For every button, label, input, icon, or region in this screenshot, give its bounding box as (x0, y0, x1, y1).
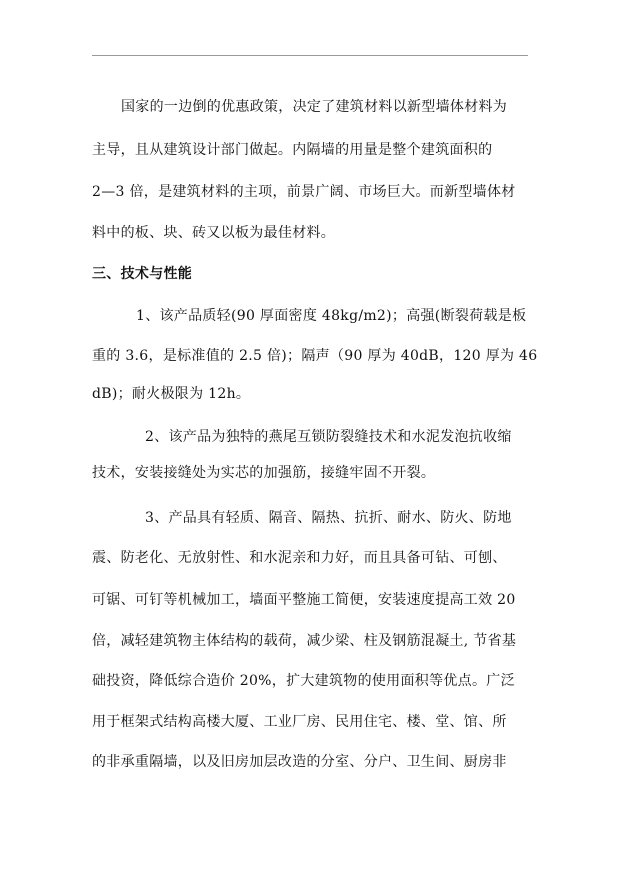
paragraph-line: 2、该产品为独特的燕尾互锁防裂缝技术和水泥发泡抗收缩 (145, 429, 512, 445)
paragraph-line: 1、该产品质轻(90 厚面密度 48kg/m2)；高强(断裂荷载是板 (136, 308, 527, 324)
paragraph-line: 础投资，降低综合造价 20%，扩大建筑物的使用面积等优点。广泛 (92, 673, 515, 689)
paragraph-line: 2—3 倍，是建筑材料的主项，前景广阔、市场巨大。而新型墙体材 (92, 184, 516, 200)
paragraph-line: 用于框架式结构高楼大厦、工业厂房、民用住宅、楼、堂、馆、所 (92, 714, 507, 730)
paragraph-line: 震、防老化、无放射性、和水泥亲和力好，而且具备可钻、可刨、 (92, 550, 507, 566)
paragraph-line: 重的 3.6，是标准值的 2.5 倍)；隔声（90 厚为 40dB，120 厚为 46 (92, 348, 538, 364)
paragraph-line: 料中的板、块、砖又以板为最佳材料。 (92, 225, 336, 241)
paragraph-line: dB)；耐火极限为 12h。 (92, 386, 251, 402)
paragraph-line: 主导，且从建筑设计部门做起。内隔墙的用量是整个建筑面积的 (92, 142, 493, 158)
header-rule (92, 55, 528, 56)
paragraph-line: 3、产品具有轻质、隔音、隔热、抗折、耐水、防火、防地 (145, 510, 512, 526)
section-heading: 三、技术与性能 (92, 266, 193, 282)
paragraph-line: 技术，安装接缝处为实芯的加强筋，接缝牢固不开裂。 (92, 465, 436, 481)
paragraph-line: 可锯、可钉等机械加工，墙面平整施工简便，安装速度提高工效 20 (92, 592, 516, 608)
paragraph-line: 的非承重隔墙，以及旧房加层改造的分室、分户、卫生间、厨房非 (92, 754, 507, 770)
paragraph-line: 国家的一边倒的优惠政策，决定了建筑材料以新型墙体材料为 (121, 99, 508, 115)
paragraph-line: 倍，减轻建筑物主体结构的载荷，减少梁、柱及钢筋混凝土, 节省基 (92, 633, 517, 649)
